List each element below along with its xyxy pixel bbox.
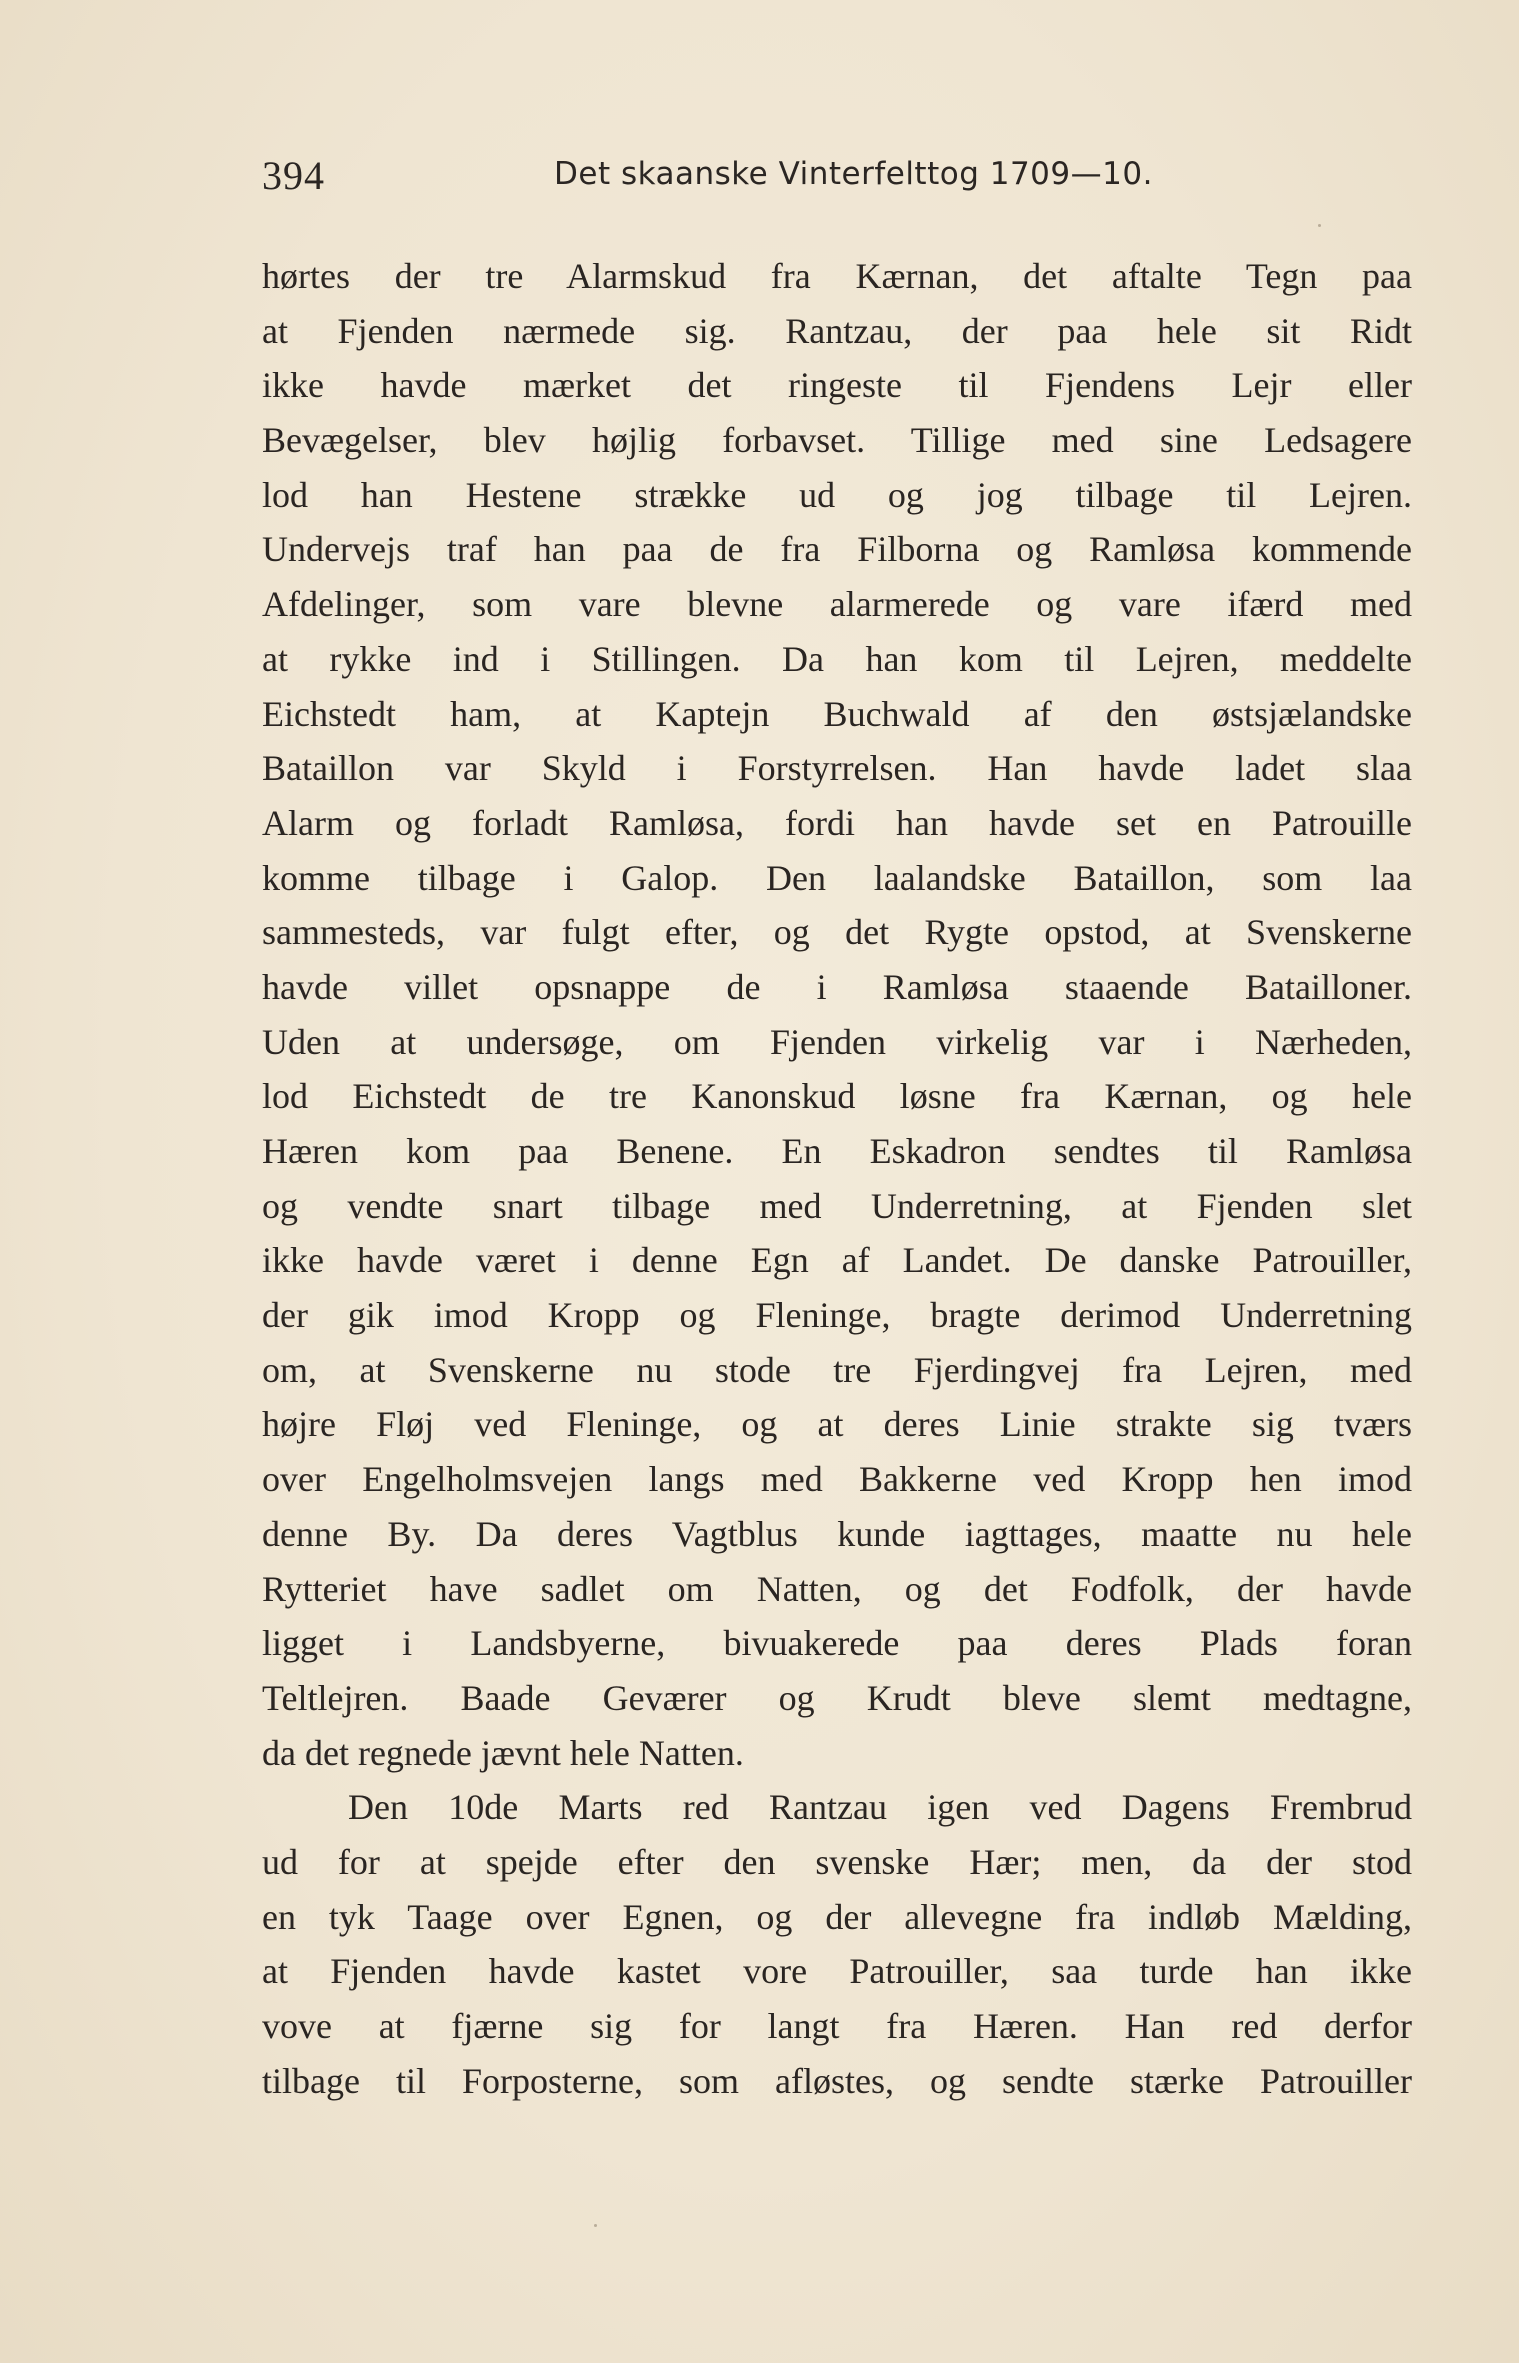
text-line: at Fjenden nærmede sig. Rantzau, der paa hele sit Ridt <box>262 310 1412 351</box>
text-line: Teltlejren. Baade Geværer og Krudt bleve slemt medtagne, <box>262 1677 1412 1718</box>
text-line: sammesteds, var fulgt efter, og det Rygte opstod, at Svenskerne <box>262 912 1412 953</box>
text-line: lod han Hestene strække ud og jog tilbage til Lejren. <box>262 474 1412 515</box>
text-line: en tyk Taage over Egnen, og der allevegne fra indløb Mælding, <box>262 1896 1412 1937</box>
text-line: om, at Svenskerne nu stode tre Fjerdingvej fra Lejren, med <box>262 1349 1412 1390</box>
text-line: at Fjenden havde kastet vore Patrouiller, saa turde han ikke <box>262 1951 1412 1992</box>
text-line: højre Fløj ved Fleninge, og at deres Linie strakte sig tværs <box>262 1404 1412 1445</box>
text-line: tilbage til Forposterne, som afløstes, og sendte stærke Patrouiller <box>262 2060 1412 2101</box>
text-line: ud for at spejde efter den svenske Hær; men, da der stod <box>262 1841 1412 1882</box>
text-line: Rytteriet have sadlet om Natten, og det Fodfolk, der havde <box>262 1568 1412 1609</box>
text-line: havde villet opsnappe de i Ramløsa staaende Batailloner. <box>262 966 1412 1007</box>
text-line: at rykke ind i Stillingen. Da han kom til Lejren, meddelte <box>262 638 1412 679</box>
text-line: Eichstedt ham, at Kaptejn Buchwald af den østsjælandske <box>262 693 1412 734</box>
text-line: Uden at undersøge, om Fjenden virkelig var i Nærheden, <box>262 1021 1412 1062</box>
text-line: ikke havde mærket det ringeste til Fjendens Lejr eller <box>262 365 1412 406</box>
text-line: Afdelinger, som vare blevne alarmerede og vare ifærd med <box>262 584 1412 625</box>
paper-speck <box>1318 224 1321 227</box>
text-line: ikke havde været i denne Egn af Landet. De danske Patrouiller, <box>262 1240 1412 1281</box>
text-line: denne By. Da deres Vagtblus kunde iagttages, maatte nu hele <box>262 1513 1412 1554</box>
text-line: vove at fjærne sig for langt fra Hæren. Han red derfor <box>262 2006 1412 2046</box>
text-line: Alarm og forladt Ramløsa, fordi han havde set en Patrouille <box>262 802 1412 843</box>
page-header <box>262 152 1412 202</box>
running-title: Det skaanske Vinterfelttog 1709—10. <box>554 156 1153 192</box>
paper-speck <box>594 2224 597 2227</box>
text-line: lod Eichstedt de tre Kanonskud løsne fra Kærnan, og hele <box>262 1076 1412 1117</box>
text-line: Bataillon var Skyld i Forstyrrelsen. Han havde ladet slaa <box>262 748 1412 789</box>
paragraph-end-line: da det regnede jævnt hele Natten. <box>262 1732 744 1773</box>
text-line: Undervejs traf han paa de fra Filborna og Ramløsa kommende <box>262 529 1412 570</box>
page-number: 394 <box>262 153 325 198</box>
text-line: Hæren kom paa Benene. En Eskadron sendtes til Ramløsa <box>262 1131 1412 1171</box>
body-text <box>262 249 1412 2108</box>
text-line: over Engelholmsvejen langs med Bakkerne ved Kropp hen imod <box>262 1459 1412 1500</box>
text-line: og vendte snart tilbage med Underretning, at Fjenden slet <box>262 1185 1412 1226</box>
paragraph-start-line: Den 10de Marts red Rantzau igen ved Dagens Frembrud <box>348 1787 1412 1828</box>
text-line: ligget i Landsbyerne, bivuakerede paa deres Plads foran <box>262 1623 1412 1664</box>
text-line: hørtes der tre Alarmskud fra Kærnan, det aftalte Tegn paa <box>262 256 1412 296</box>
text-line: komme tilbage i Galop. Den laalandske Bataillon, som laa <box>262 857 1412 898</box>
text-line: Bevægelser, blev højlig forbavset. Tillige med sine Ledsagere <box>262 420 1412 461</box>
text-line: der gik imod Kropp og Fleninge, bragte derimod Underretning <box>262 1295 1412 1336</box>
